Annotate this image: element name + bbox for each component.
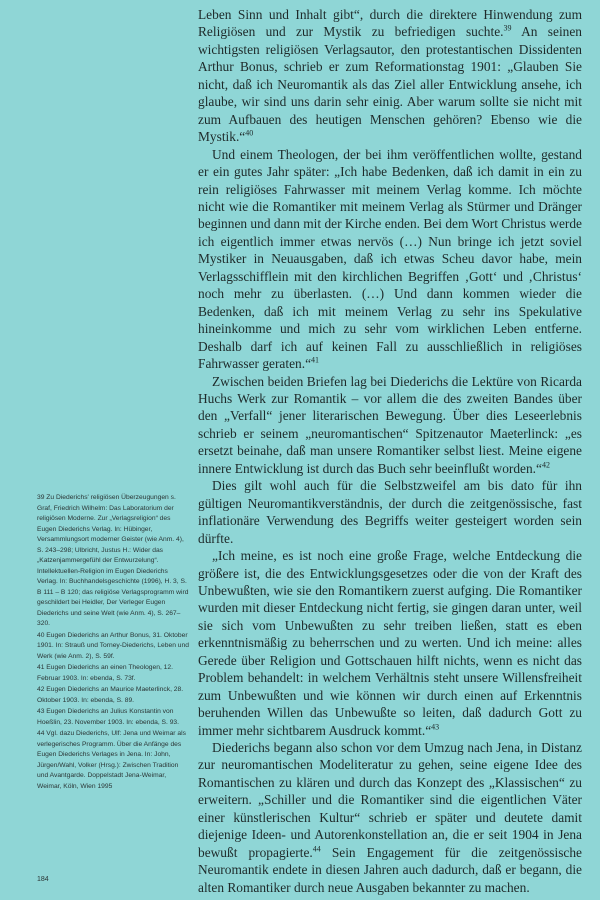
footnote-ref: 41 — [311, 355, 320, 365]
footnote: 44 Vgl. dazu Diederichs, Ulf: Jena und Weimar als verlegerisches Programm. Über die Anfänge des Eugen Diederichs Verlages in Jena. In: John, Jürgen/Wahl, Volker (Hrsg.): Zwischen Tradition und Avantgarde. Doppelstadt Jena-Weimar, Weimar, Köln, Wien 1995 — [37, 730, 186, 790]
footnote-ref: 39 — [503, 23, 512, 33]
block-quote-paragraph: „Ich meine, es ist noch eine große Frage, welche Entdeckung die größere ist, die des Entwicklungsgesetzes oder die von der Kraft des Unbewußten, wie sie den Romantikern zuerst aufging. Die Romantiker wurden mit dieser Entdeckung nicht fertig, sie gingen daran unter, weil sie sich vom Unbewußten zu sehr treiben ließen, statt es eben erkenntnismäßig zu beherrschen und zu werten. Und ich meine: alles Gerede über Religion und Gottschauen hilft nichts, wenn es nicht das Problem behandelt: in welchem Verhältnis steht unsere Willensfreiheit zum Unbewußten und wie können wir durch einen auf Erkenntnis beruhenden Willen das Unbewußte so leiten, daß dadurch Gott zu immer mehr sichtbarem Ausdruck kommt.“$^{43}$ — [198, 548, 582, 738]
footnotes-column — [37, 493, 189, 792]
paragraph: Diederichs begann also schon vor dem Umzug nach Jena, in Distanz zur neuromantischen Modeliteratur zu gehen, seine eigene Idee des Romantischen zu klären und durch das Konzept des „Klassischen“ zu erweitern. „Schiller und die Romantiker sind die eigentlichen Väter einer künstlerischen Kultur“ schrieb er später und deutete damit diejenige Ideen- und Autorenkonstellation an, die er seit 1904 in Jena bewußt propagierte.$^{44}$ Sein Engagement für die zeitgenössische Neuromantik endete in diesen Jahren auch dadurch, daß er begann, die alten Romantiker durch neue Ausgaben bekannter zu machen. — [198, 740, 582, 895]
footnote: 39 Zu Diederichs' religiösen Überzeugungen s. Graf, Friedrich Wilhelm: Das Laboratorium der religiösen Moderne. Zur „Verlagsreligion“ des Eugen Diederichs Verlag. In: Hübinger, Versammlungsort moderner Geister (wie Anm. 4), S. 243–298; Ulbricht, Justus H.: Wider das „Katzenjammergefühl der Entwurzelung“. Intellektuellen-Religion im Eugen Diederichs Verlag. In: Buchhandelsgeschichte (1996), H. 3, S. B 111 – B 120; das religiöse Verlagsprogramm wird geschildert bei Heidler, Der Verleger Eugen Diederichs und seine Welt (wie Anm. 4), S. 267–320. — [37, 494, 189, 627]
paragraph: Und einem Theologen, der bei ihm veröffentlichen wollte, gestand er ein gutes Jahr später: „Ich habe Bedenken, daß ich damit in ein zu rein religiöses Fahrwasser mit meinem Verlag komme. Ich möchte nicht wie die Romantiker mit meinem Verlag als Stürmer und Dränger beginnen und dann mit der Kirche enden. Bei dem Wort Christus werde ich eigentlich immer etwas nervös (…) Nun bringe ich jetzt soviel Mystiker in Neuausgaben, daß ich etwas Scheu davor habe, mein Verlagsschifflein mit den kirchlichen Begriffen ‚Gott‘ und ‚Christus‘ noch mehr zu überlasten. (…) Und dann kommen wieder die Bedenken, daß ich mit meinem Verlag zu sehr ins Spekulative hineinkomme und mich zu sehr vom wirklichen Leben entferne. Deshalb darf ich auf keinen Fall zu ausschließlich in religiöses Fahrwasser geraten.“$^{41}$ — [198, 146, 582, 372]
paragraph: Dies gilt wohl auch für die Selbstzweifel am bis dato für ihn gültigen Neuromantikverständnis, der durch die zeitgenössische, fast inflationäre Verwendung des Begriffs weiter gesteigert worden sein dürfte. — [198, 478, 582, 546]
footnote: 41 Eugen Diederichs an einen Theologen, 12. Februar 1903. In: ebenda, S. 73f. — [37, 664, 173, 682]
paragraph: Zwischen beiden Briefen lag bei Diederichs die Lektüre von Ricarda Huchs Werk zur Romantik – vor allem die des zweiten Bandes über den „Verfall“ jener literarischen Bewegung. Über dies Leseerlebnis schrieb er seinem „neuromantischen“ Spitzenautor Maeterlinck: „es ersetzt beinahe, daß man unsere Romantiker selbst liest. Meine eigene innere Entwicklung ist durch das Buch sehr beeinflußt worden.“$^{42}$ — [198, 373, 582, 476]
paragraph: Leben Sinn und Inhalt gibt“, durch die direktere Hinwendung zum Religiösen und zur Mystik zu befriedigen suchte.$^{39}$ An seinen wichtigsten religiösen Verlagsautor, den protestantischen Dissidenten Arthur Bonus, schrieb er zum Reformationstag 1901: „Glauben Sie nicht, daß ich Neuromantik als das Ziel aller Entwicklung ansehe, ich glaube, wir sind uns darin sehr einig. Aber warum sollte sie nicht mit zum Aufbauen des heutigen Menschen gehören? Ebenso wie die Mystik.“$^{40}$ — [198, 7, 582, 145]
footnote-ref: 42 — [541, 460, 550, 470]
footnote-ref: 40 — [245, 128, 254, 138]
main-text-column — [198, 6, 582, 896]
footnote: 43 Eugen Diederichs an Julius Konstantin von Hoeßlin, 23. November 1903. In: ebenda, S. 93. — [37, 708, 180, 726]
footnote: 40 Eugen Diederichs an Arthur Bonus, 31. Oktober 1901. In: Strauß und Torney-Diederichs, Leben und Werk (wie Anm. 2), S. 59f. — [37, 631, 189, 660]
page-number: 184 — [37, 876, 49, 883]
footnote-ref: 43 — [431, 722, 440, 732]
footnote: 42 Eugen Diederichs an Maurice Maeterlinck, 28. Oktober 1903. In: ebenda, S. 89. — [37, 686, 184, 704]
footnote-ref: 44 — [312, 844, 321, 854]
